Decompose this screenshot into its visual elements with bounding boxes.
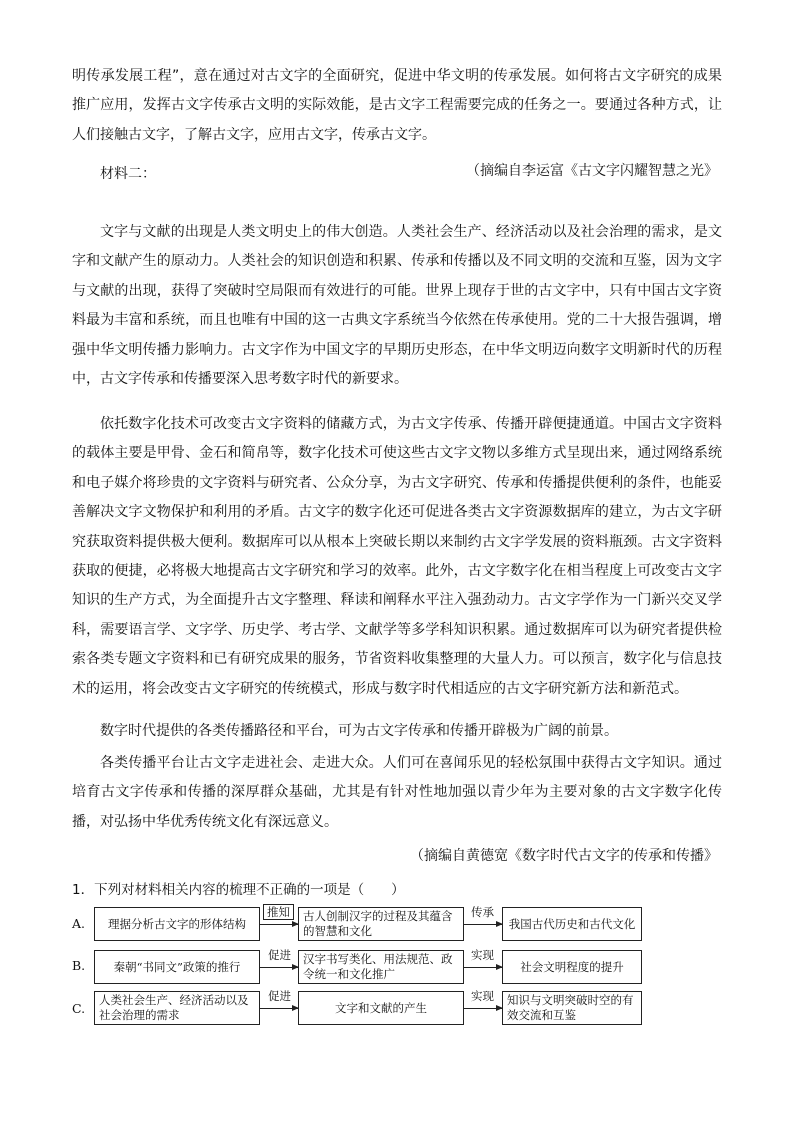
arrow-icon	[464, 1008, 502, 1009]
flow-box-3: 我国古代历史和古代文化	[502, 907, 642, 941]
flow-box-3: 社会文明程度的提升	[502, 950, 642, 984]
arrow-label: 实现	[468, 948, 497, 962]
paragraph-material2-3: 数字时代提供的各类传播路径和平台，可为古文字传承和传播开辟极为广阔的前景。	[100, 723, 618, 739]
option-letter: B.	[72, 958, 86, 973]
arrow-label: 推知	[263, 904, 294, 920]
arrow-icon	[260, 967, 298, 968]
option-letter: A.	[72, 916, 86, 931]
paragraph-material1-end: 明传承发展工程”，意在通过对古文字的全面研究，促进中华文明的传承发展。如何将古文字研究的成果推广应用，发挥古文字传承古文明的实际效能，是古文字工程需要完成的任务之一。要通过各种方式，让人们接触古文字，了解古文字，应用古文字，传承古文字。	[72, 68, 722, 143]
flow-box-1: 人类社会生产、经济活动以及社会治理的需求	[94, 991, 260, 1025]
source-citation-2: （摘编自黄德宽《数字时代古文字的传承和传播》	[410, 848, 718, 864]
arrow-icon	[260, 924, 298, 925]
flow-box-2: 文字和文献的产生	[298, 991, 464, 1025]
arrow-label: 实现	[468, 989, 497, 1003]
paragraph-material2-4: 各类传播平台让古文字走进社会、走进大众。人们可在喜闻乐见的轻松氛围中获得古文字知识。通过培育古文字传承和传播的深厚群众基础，尤其是有针对性地加强以青少年为主要对象的古文字数字化传播，对弘扬中华优秀传统文化有深远意义。	[72, 755, 722, 830]
arrow-icon	[260, 1008, 298, 1009]
arrow-label: 传承	[468, 905, 497, 919]
arrow-label: 促进	[265, 989, 294, 1003]
arrow-label: 促进	[265, 948, 294, 962]
option-letter: C.	[72, 1001, 86, 1016]
paragraph-material2-1: 文字与文献的出现是人类文明史上的伟大创造。人类社会生产、经济活动以及社会治理的需求，是文字和文献产生的原动力。人类社会的知识创造和积累、传承和传播以及不同文明的交流和互鉴，因为文字与文献的出现，获得了突破时空局限而有效进行的可能。世界上现存于世的古文字中，只有中国古文字资料最为丰富和系统，而且也唯有中国的这一古典文字系统当今依然在传承使用。党的二十大报告强调，增强中华文明传播力影响力。古文字作为中国文字的早期历史形态，在中华文明迈向数字文明新时代的历程中，古文字传承和传播要深入思考数字时代的新要求。	[72, 224, 722, 388]
flow-box-2: 汉字书写类化、用法规范、政令统一和文化推广	[298, 950, 464, 984]
flow-box-3: 知识与文明突破时空的有效交流和互鉴	[502, 991, 642, 1025]
flow-box-2: 古人创制汉字的过程及其蕴含的智慧和文化	[298, 907, 464, 941]
source-citation-1: （摘编自李运富《古文字闪耀智慧之光》	[466, 163, 718, 179]
paragraph-material2-2: 依托数字化技术可改变古文字资料的储藏方式，为古文字传承、传播开辟便捷通道。中国古文字资料的载体主要是甲骨、金石和简帛等，数字化技术可使这些古文字文物以多维方式呈现出来，通过网络系统和电子媒介将珍贵的文字资料与研究者、公众分享，为古文字研究、传承和传播提供便利的条件，也能妥善解决文字文物保护和利用的矛盾。古文字的数字化还可促进各类古文字资源数据库的建立，为古文字研究获取资料提供极大便利。数据库可以从根本上突破长期以来制约古文字学发展的资料瓶颈。古文字资料获取的便捷，必将极大地提高古文字研究和学习的效率。此外，古文字数字化在相当程度上可改变古文字知识的生产方式，为全面提升古文字整理、释读和阐释水平注入强劲动力。古文字学作为一门新兴交叉学科，需要语言学、文字学、历史学、考古学、文献学等多学科知识积累。通过数据库可以为研究者提供检索各类专题文字资料和已有研究成果的服务，节省资料收集整理的大量人力。可以预言，数字化与信息技术的运用，将会改变古文字研究的传统模式，形成与数字时代相适应的古文字研究新方法和新范式。	[72, 416, 722, 697]
arrow-icon	[464, 924, 502, 925]
flow-box-1: 秦朝“书同文”政策的推行	[94, 950, 260, 984]
material-2-label: 材料二：	[100, 166, 156, 182]
flow-box-1: 理据分析古文字的形体结构	[94, 907, 260, 941]
question-stem: 1．下列对材料相关内容的梳理不正确的一项是（ ）	[72, 882, 405, 898]
arrow-icon	[464, 967, 502, 968]
